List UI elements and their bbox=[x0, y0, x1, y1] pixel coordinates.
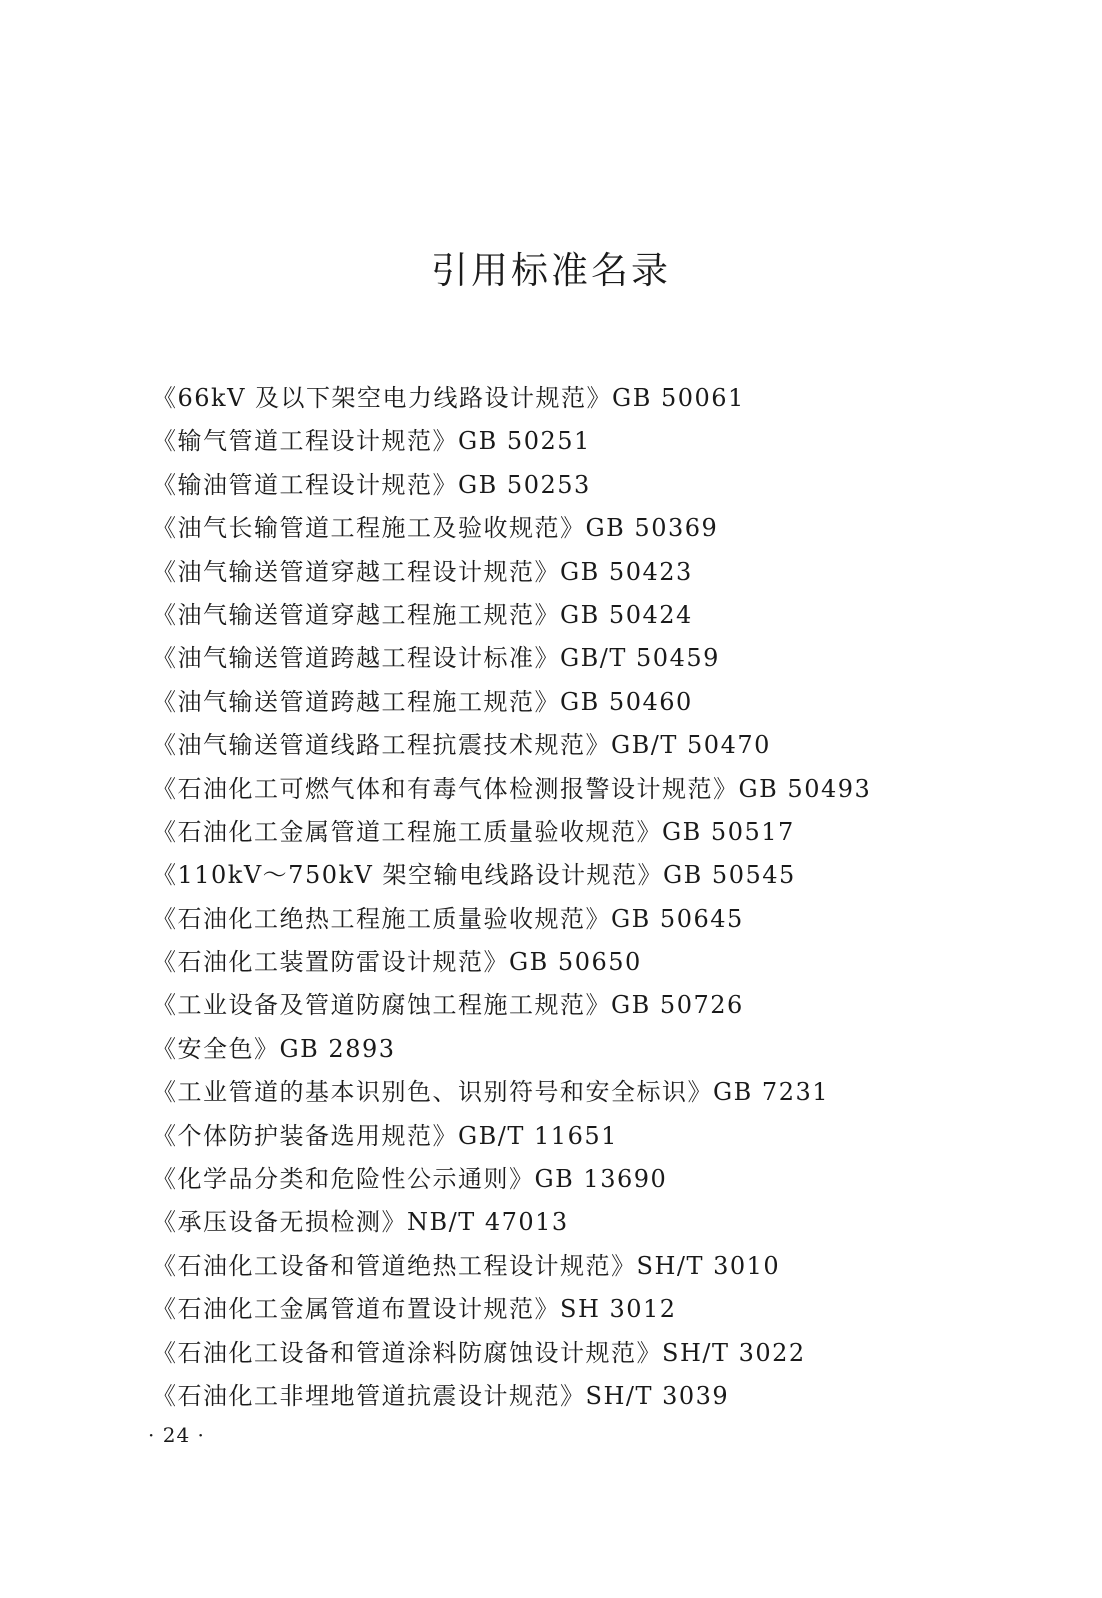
reference-item: 《石油化工装置防雷设计规范》GB 50650 bbox=[152, 948, 642, 977]
reference-item: 《110kV～750kV 架空输电线路设计规范》GB 50545 bbox=[152, 861, 796, 890]
reference-item: 《油气输送管道跨越工程设计标准》GB/T 50459 bbox=[152, 644, 720, 673]
reference-item: 《工业设备及管道防腐蚀工程施工规范》GB 50726 bbox=[152, 991, 744, 1020]
reference-item: 《化学品分类和危险性公示通则》GB 13690 bbox=[152, 1165, 668, 1194]
reference-item: 《石油化工设备和管道绝热工程设计规范》SH/T 3010 bbox=[152, 1251, 781, 1280]
reference-item: 《石油化工设备和管道涂料防腐蚀设计规范》SH/T 3022 bbox=[152, 1338, 806, 1367]
reference-item: 《油气输送管道线路工程抗震技术规范》GB/T 50470 bbox=[152, 731, 771, 760]
reference-item: 《油气长输管道工程施工及验收规范》GB 50369 bbox=[152, 514, 719, 543]
reference-item: 《石油化工可燃气体和有毒气体检测报警设计规范》GB 50493 bbox=[152, 774, 872, 803]
reference-item: 《油气输送管道穿越工程施工规范》GB 50424 bbox=[152, 600, 693, 629]
reference-item: 《工业管道的基本识别色、识别符号和安全标识》GB 7231 bbox=[152, 1078, 830, 1107]
reference-item: 《安全色》GB 2893 bbox=[152, 1034, 396, 1063]
reference-item: 《承压设备无损检测》NB/T 47013 bbox=[152, 1208, 569, 1237]
reference-item: 《66kV 及以下架空电力线路设计规范》GB 50061 bbox=[152, 384, 745, 412]
reference-item: 《输油管道工程设计规范》GB 50253 bbox=[152, 470, 591, 499]
reference-item: 《石油化工金属管道工程施工质量验收规范》GB 50517 bbox=[152, 817, 795, 846]
reference-item: 《石油化工绝热工程施工质量验收规范》GB 50645 bbox=[152, 904, 744, 933]
reference-item: 《油气输送管道穿越工程设计规范》GB 50423 bbox=[152, 557, 693, 586]
reference-item: 《石油化工金属管道布置设计规范》SH 3012 bbox=[152, 1295, 677, 1324]
reference-item: 《石油化工非埋地管道抗震设计规范》SH/T 3039 bbox=[152, 1381, 730, 1410]
reference-item: 《油气输送管道跨越工程施工规范》GB 50460 bbox=[152, 687, 693, 716]
reference-item: 《个体防护装备选用规范》GB/T 11651 bbox=[152, 1121, 618, 1150]
page-number: · 24 · bbox=[148, 1423, 205, 1447]
reference-list bbox=[152, 377, 1052, 1418]
page-title: 引用标准名录 bbox=[431, 249, 671, 292]
reference-item: 《输气管道工程设计规范》GB 50251 bbox=[152, 427, 591, 456]
